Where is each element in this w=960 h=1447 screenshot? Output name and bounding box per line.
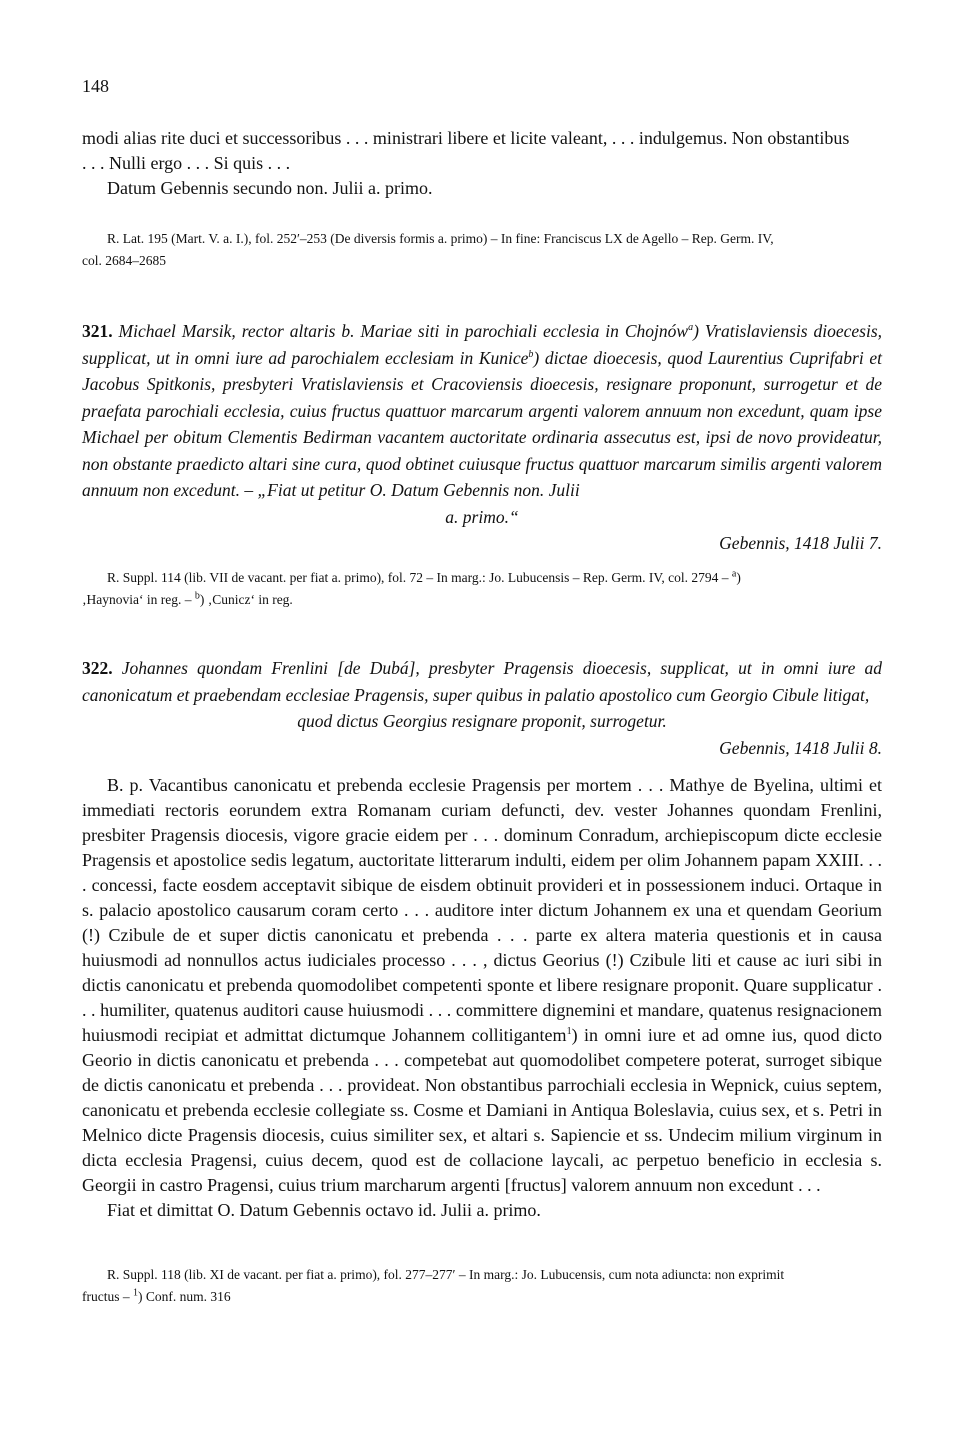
entry-322-note-line-2: fructus – $^1$) Conf. num. 316 xyxy=(82,1287,231,1304)
entry-321-number: 321. xyxy=(82,321,113,341)
entry-322-summary-end: quod dictus Georgius resignare proponit, surrogetur. xyxy=(297,711,667,731)
intro-note-line-1: R. Lat. 195 (Mart. V. a. I.), fol. 252′–253 (De diversis formis a. primo) – In fine: Franciscus LX de Agello – Rep. Germ. IV, xyxy=(107,231,774,246)
intro-line-2: . . . Nulli ergo . . . Si quis . . . xyxy=(82,153,291,173)
entry-321 xyxy=(82,318,882,557)
page-number: 148 xyxy=(82,76,109,96)
entry-322-fiat: Fiat et dimittat O. Datum Gebennis octavo id. Julii a. primo. xyxy=(107,1200,541,1220)
intro-block xyxy=(82,126,882,201)
entry-322-note xyxy=(82,1264,882,1308)
entry-321-note: R. Suppl. 114 (lib. VII de vacant. per fiat a. primo), fol. 72 – In marg.: Jo. Lubucensis – Rep. Germ. IV, col. 2794 – $^a$) ‚Haynovia‘ in reg. – $^b$) ‚Cunicz‘ in reg. xyxy=(82,567,882,611)
intro-note xyxy=(82,228,882,272)
entry-322-note-line-1: R. Suppl. 118 (lib. XI de vacant. per fiat a. primo), fol. 277–277′ – In marg.: Jo. Lubucensis, cum nota adiuncta: non exprimit xyxy=(107,1267,785,1282)
intro-note-line-2: col. 2684–2685 xyxy=(82,253,166,268)
intro-datum: Datum Gebennis secundo non. Julii a. primo. xyxy=(107,178,433,198)
entry-322 xyxy=(82,655,882,761)
footnote-marker-1: 1 xyxy=(566,1026,572,1037)
entry-322-summary: 322. Johannes quondam Frenlini [de Dubá], presbyter Pragensis dioecesis, supplicat, ut in omni iure ad canonicatum et praebendam ecclesiae Pragensis, super quibus in palatio apostolico cum Georgio Cibule litigat, xyxy=(82,658,882,705)
footnote-marker-b: b xyxy=(528,348,534,360)
entry-322-place-date: Gebennis, 1418 Julii 8. xyxy=(719,737,882,758)
entry-321-note-line-2: ‚Haynovia‘ in reg. – $^b$) ‚Cunicz‘ in reg. xyxy=(82,590,293,607)
entry-322-petition: B. p. Vacantibus canonicatu et prebenda ecclesie Pragensis per mortem . . . Mathye de Byelina, ultimi et immediati rectoris eorundem extra Romanam curiam defuncti, dev. vester Johannes quondam Frenlini, presbiter Pragensis diocesis, vigore gracie eidem per . . . dominum Conradum, archiepiscopum dicte ecclesie Pragensis et apostolice sedis legatum, auctoritate litterarum indulti, eidem per olim Johannem papam XXIII. . . . concessi, facte eosdem acceptavit sibique de eisdem obtinuit provideri et in possessionem induci. Ortaque in s. palacio apostolico causarum coram certo . . . auditore inter dictum Johannem ex una et quendam Georium (!) Czibule de et super dictis canonicatu et prebenda . . . parte ex altera materia questionis et in causa huiusmodi ad nonnullos actus iudiciales processo . . . , dictus Georius (!) Czibule liti et cause ac iuri sibi in dictis canonicatu et prebenda quomodolibet competenti sponte et libere resignare proponit. Quare supplicatur . . . humiliter, quatenus auditori cause huiusmodi . . . committere dignemini et mandare, quatenus resignacionem huiusmodi recipiat et admittat dictumque Johannem collitigantem$^1$) in omni iure et ad omne ius, quod dicto Georio in dictis canonicatu et prebenda . . . competebat aut quomodolibet competere poterat, surroget sibique de dictis canonicatu et prebenda . . . provideat. Non obstantibus parrochiali ecclesia in Wepnick, cuius septem, canonicatu et prebenda ecclesie collegiate ss. Cosme et Damiani in Antiqua Boleslavia, cuius sex, et s. Petri in Melnico dicte Pragensis diocesis, cuius similiter sex, et altari s. Sapiencie et ss. Undecim milium virginum in dicta ecclesia Pragensi, cuius decem, quod est de collacione laycali, ac perpetuo beneficio in ecclesia s. Georgii in castro Pragensi, cuius trium marcharum argenti [fructus] valorem annuum non excedunt . . . xyxy=(82,775,883,1195)
entry-321-note-line-1: R. Suppl. 114 (lib. VII de vacant. per fiat a. primo), fol. 72 – In marg.: Jo. Lubucensis – Rep. Germ. IV, col. 2794 – xyxy=(107,570,732,585)
footnote-marker-a: a xyxy=(688,322,694,334)
entry-322-number: 322. xyxy=(82,658,113,678)
entry-322-body xyxy=(82,773,882,1223)
entry-321-place-date: Gebennis, 1418 Julii 7. xyxy=(719,533,882,553)
intro-line-1: modi alias rite duci et successoribus . . . ministrari libere et licite valeant, . . . indulgemus. Non obstantibus xyxy=(82,128,850,148)
entry-321-summary-end: a. primo.“ xyxy=(445,506,519,527)
entry-321-summary: 321. Michael Marsik, rector altaris b. Mariae siti in parochiali ecclesia in Chojnów$^a$) Vratislaviensis dioecesis, supplicat, ut in omni iure ad parochialem ecclesiam in Kunice$^b$) dictae dioecesis, quod Laurentius Cuprifabri et Jacobus Spitkonis, presbyteri Vratislaviensis et Cracoviensis dioecesis, resignare proponunt, surrogetur et de praefata parochiali ecclesia, cuius fructus quattuor marcarum argenti valorem annuum non excedunt, quam ipse Michael per obitum Clementis Bedirman vacantem auctoritate ordinaria assecutus est, ipsi de novo provideatur, non obstante praedicto altari sine cura, quod obtinet cuiusque fructus quattuor marcarum similis argenti valorem annuum non excedunt. – „Fiat ut petitur O. Datum Gebennis non. Julii xyxy=(82,321,883,500)
